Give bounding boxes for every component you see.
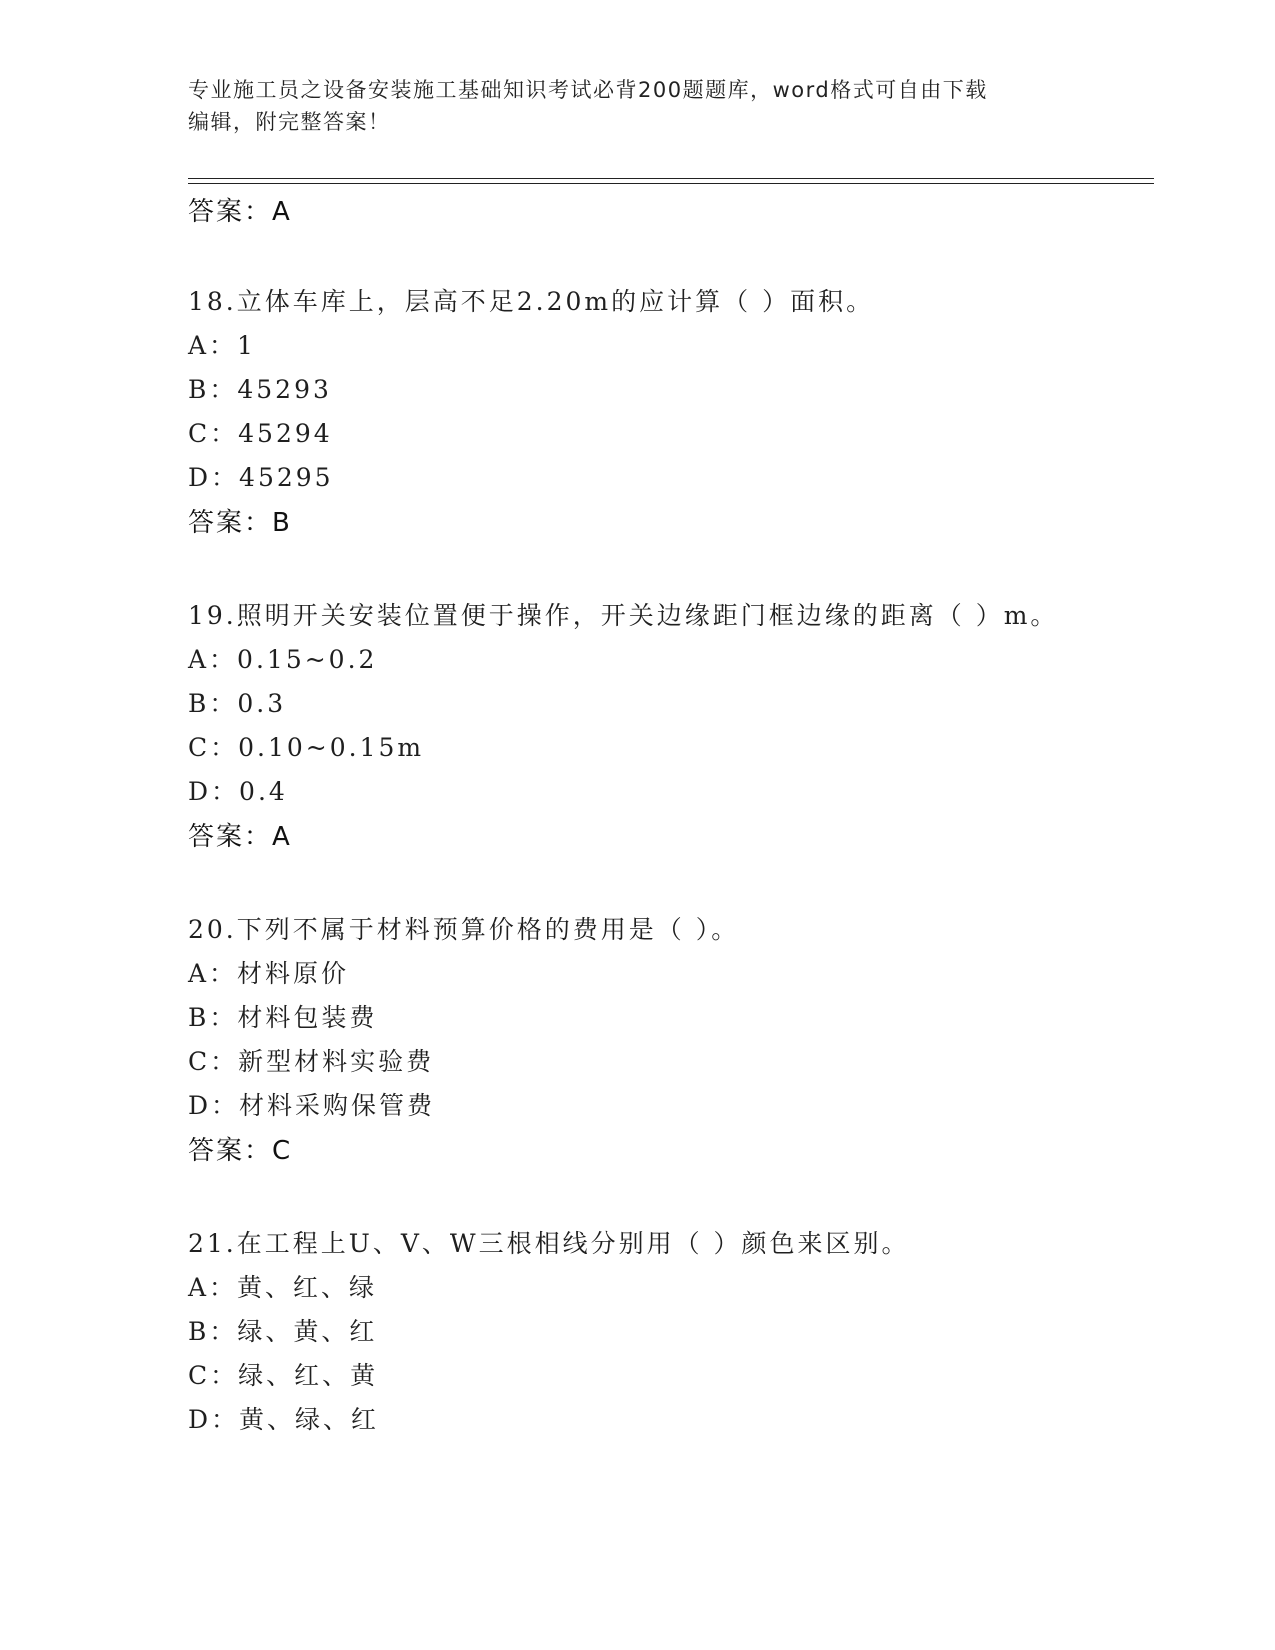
answer-line: 答案：B xyxy=(188,508,292,538)
option-a: A：材料原价 xyxy=(188,959,350,988)
option-a: A：0.15~0.2 xyxy=(188,645,378,674)
header-divider-bottom xyxy=(188,183,1154,184)
document-header xyxy=(188,74,1088,138)
answer-line: 答案：C xyxy=(188,1136,293,1166)
option-d: D：黄、绿、红 xyxy=(188,1405,380,1434)
option-c: C：新型材料实验费 xyxy=(188,1047,435,1076)
option-b: B：45293 xyxy=(188,375,332,404)
option-b: B：绿、黄、红 xyxy=(188,1317,378,1346)
answer-line: 答案：A xyxy=(188,197,292,227)
header-title-line-2: 编辑，附完整答案！ xyxy=(188,110,391,134)
option-b: B：0.3 xyxy=(188,689,287,718)
question-stem: 18.立体车库上，层高不足2.20m的应计算（ ）面积。 xyxy=(188,287,875,316)
option-d: D：45295 xyxy=(188,463,334,492)
option-a: A：1 xyxy=(188,331,256,360)
question-stem: 19.照明开关安装位置便于操作，开关边缘距门框边缘的距离（ ）m。 xyxy=(188,601,1059,630)
option-d: D：0.4 xyxy=(188,777,288,806)
answer-line: 答案：A xyxy=(188,822,292,852)
option-a: A：黄、红、绿 xyxy=(188,1273,378,1302)
header-title-line-1: 专业施工员之设备安装施工基础知识考试必背200题题库，word格式可自由下载 xyxy=(188,78,988,102)
option-c: C：绿、红、黄 xyxy=(188,1361,379,1390)
header-divider-top xyxy=(188,178,1154,179)
option-d: D：材料采购保管费 xyxy=(188,1091,436,1120)
option-c: C：45294 xyxy=(188,419,333,448)
option-c: C：0.10~0.15m xyxy=(188,733,425,762)
question-stem: 20.下列不属于材料预算价格的费用是（ ）。 xyxy=(188,915,740,944)
option-b: B：材料包装费 xyxy=(188,1003,378,1032)
question-stem: 21.在工程上U、V、W三根相线分别用（ ）颜色来区别。 xyxy=(188,1229,910,1258)
